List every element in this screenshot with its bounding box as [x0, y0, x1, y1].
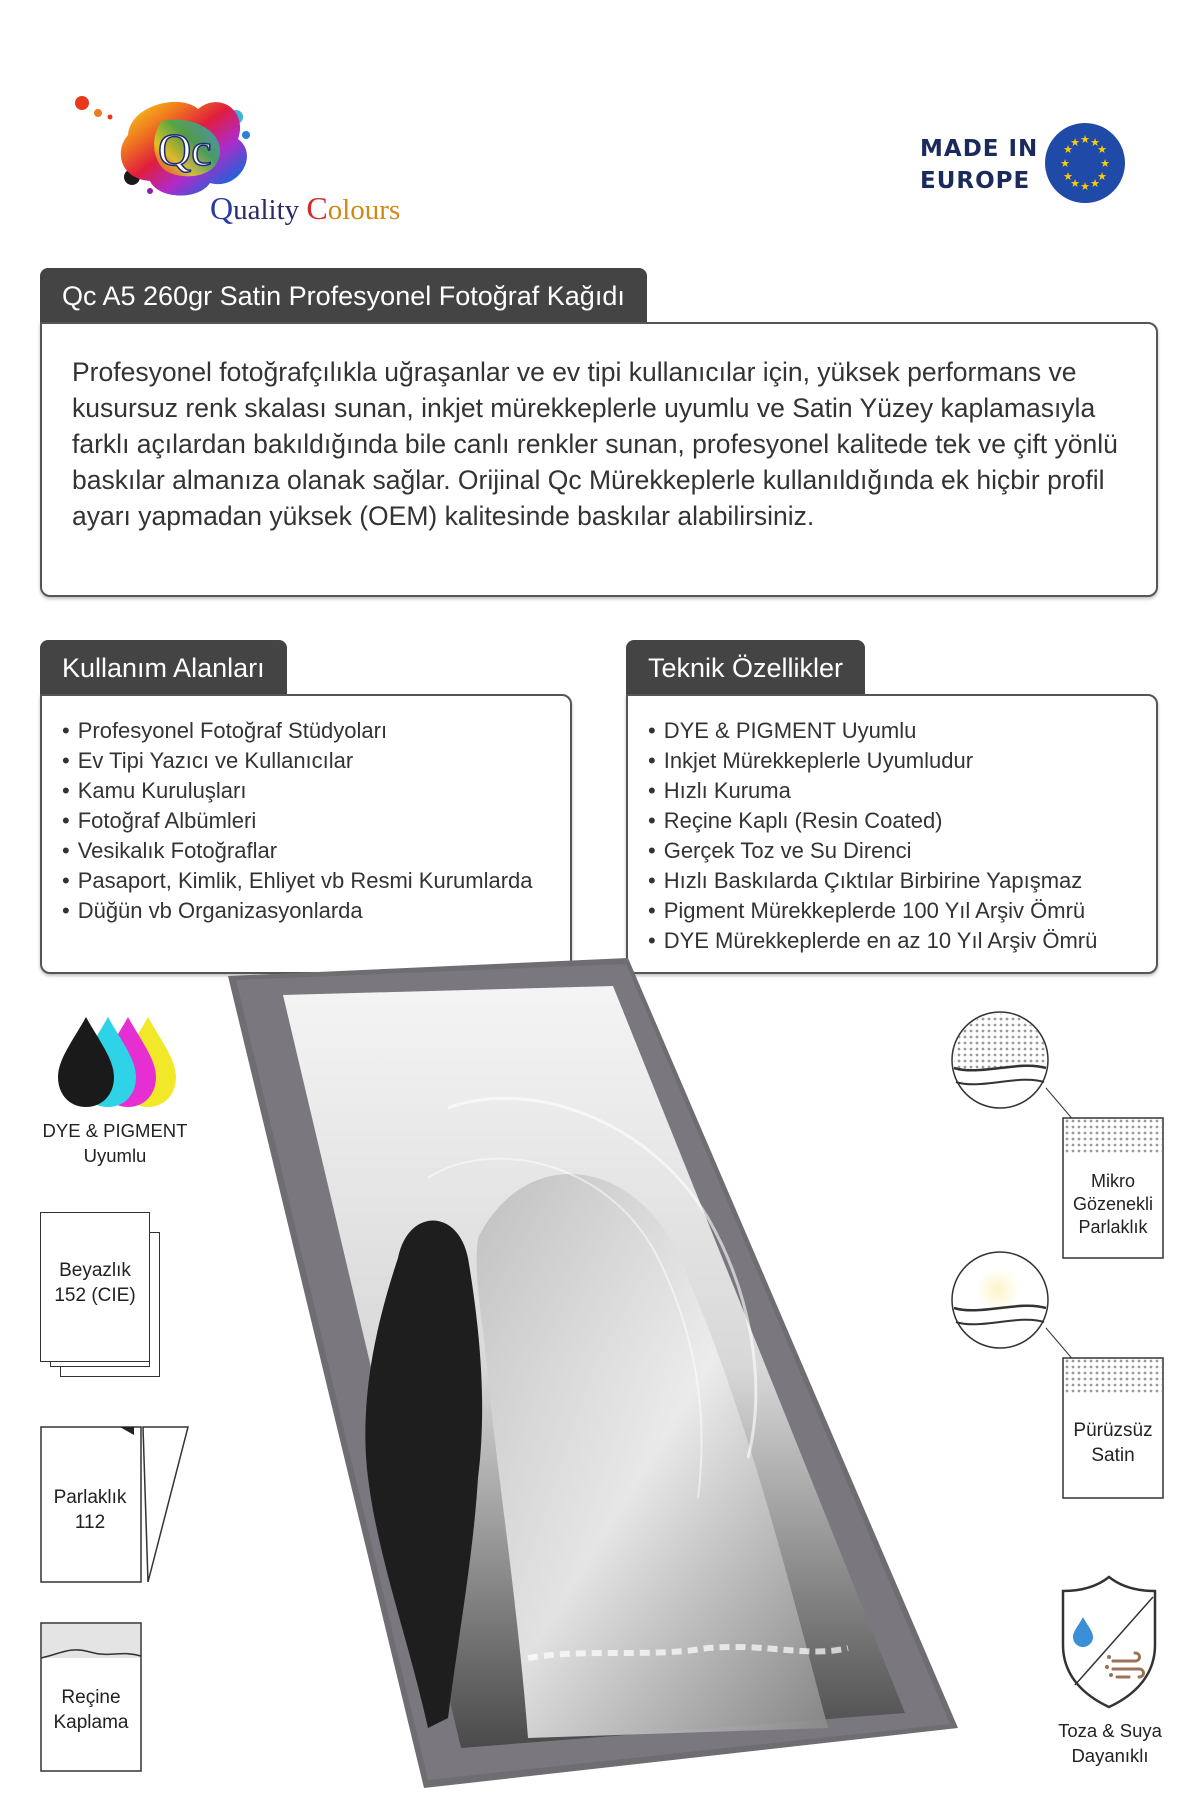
ink-compat-line1: DYE & PIGMENT — [42, 1120, 188, 1141]
made-in-europe-text — [920, 133, 1038, 197]
svg-text:★: ★ — [1080, 180, 1090, 193]
usage-item: • Profesyonel Fotoğraf Stüdyoları — [62, 716, 560, 746]
svg-text:★: ★ — [1070, 177, 1080, 190]
resist-line1: Toza & Suya — [1058, 1720, 1162, 1741]
svg-text:★: ★ — [1090, 136, 1100, 149]
resist-line2: Dayanıklı — [1071, 1745, 1149, 1766]
logo-mark: Qc — [158, 124, 212, 175]
micro-porous-label — [1063, 1170, 1163, 1239]
resistance-label — [1040, 1718, 1180, 1768]
made-in-europe-badge — [920, 123, 1125, 203]
usage-item: • Düğün vb Organizasyonlarda — [62, 896, 560, 926]
whiteness-line1: Beyazlık — [59, 1260, 131, 1281]
svg-text:★: ★ — [1100, 157, 1110, 170]
usage-panel — [40, 694, 572, 974]
product-title-tab — [40, 268, 647, 324]
photo-frame-illustration — [228, 958, 978, 1788]
resin-line1: Reçine — [61, 1687, 121, 1708]
logo-wordmark — [210, 190, 400, 227]
smooth-satin-label — [1063, 1418, 1163, 1468]
usage-item: • Pasaport, Kimlik, Ehliyet vb Resmi Kurumlarda — [62, 866, 560, 896]
gloss-label — [40, 1485, 140, 1535]
specs-list — [628, 696, 1156, 956]
description-panel — [40, 322, 1158, 597]
svg-text:★: ★ — [1060, 157, 1070, 170]
spec-item: • Pigment Mürekkeplerde 100 Yıl Arşiv Ömrü — [648, 896, 1146, 926]
framed-wedding-photo — [228, 958, 978, 1788]
micro-line3: Parlaklık — [1078, 1217, 1148, 1237]
made-in-label: MADE IN — [920, 136, 1039, 162]
resistance-shield-icon — [1055, 1575, 1163, 1710]
ink-drops-icon — [52, 1015, 182, 1110]
gloss-line2: 112 — [74, 1512, 106, 1533]
specs-tab — [626, 640, 865, 696]
resin-label — [40, 1685, 142, 1735]
logo-word-olours: olours — [327, 194, 401, 226]
spec-item: • Reçine Kaplı (Resin Coated) — [648, 806, 1146, 836]
eu-flag-icon — [1045, 123, 1125, 203]
satin-line2: Satin — [1091, 1445, 1135, 1466]
satin-line1: Pürüzsüz — [1073, 1420, 1153, 1441]
usage-tab — [40, 640, 287, 696]
usage-item: • Fotoğraf Albümleri — [62, 806, 560, 836]
spec-item: • DYE & PIGMENT Uyumlu — [648, 716, 1146, 746]
usage-item: • Kamu Kuruluşları — [62, 776, 560, 806]
logo-letter-c: C — [306, 190, 328, 226]
micro-line2: Gözenekli — [1072, 1194, 1154, 1214]
usage-list — [42, 696, 570, 926]
usage-title: Kullanım Alanları — [62, 653, 265, 683]
logo-letter-q: Q — [210, 190, 234, 226]
quality-colours-logo — [70, 95, 430, 235]
svg-text:★: ★ — [1063, 170, 1073, 183]
svg-text:★: ★ — [1097, 170, 1107, 183]
usage-item: • Vesikalık Fotoğraflar — [62, 836, 560, 866]
spec-item: • Inkjet Mürekkeplerle Uyumludur — [648, 746, 1146, 776]
ink-compat-label — [30, 1118, 200, 1168]
svg-text:★: ★ — [1063, 143, 1073, 156]
specs-title: Teknik Özellikler — [648, 653, 844, 683]
svg-text:★: ★ — [1090, 177, 1100, 190]
svg-text:★: ★ — [1080, 133, 1090, 146]
spec-item: • Hızlı Kuruma — [648, 776, 1146, 806]
spec-item: • DYE Mürekkeplerde en az 10 Yıl Arşiv Ömrü — [648, 926, 1146, 956]
spec-item: • Gerçek Toz ve Su Direnci — [648, 836, 1146, 866]
spec-item: • Hızlı Baskılarda Çıktılar Birbirine Yapışmaz — [648, 866, 1146, 896]
logo-word-uality: uality — [233, 194, 307, 226]
micro-line1: Mikro — [1091, 1171, 1135, 1191]
europe-label: EUROPE — [920, 168, 1031, 194]
svg-text:★: ★ — [1097, 143, 1107, 156]
product-title: Qc A5 260gr Satin Profesyonel Fotoğraf Kağıdı — [62, 281, 625, 311]
usage-item: • Ev Tipi Yazıcı ve Kullanıcılar — [62, 746, 560, 776]
specs-panel — [626, 694, 1158, 974]
whiteness-line2: 152 (CIE) — [54, 1285, 136, 1306]
svg-text:★: ★ — [1070, 136, 1080, 149]
gloss-line1: Parlaklık — [53, 1487, 127, 1508]
resin-line2: Kaplama — [53, 1712, 129, 1733]
ink-compat-line2: Uyumlu — [83, 1145, 147, 1166]
whiteness-label — [40, 1258, 150, 1308]
product-description: Profesyonel fotoğrafçılıkla uğraşanlar ve ev tipi kullanıcılar için, yüksek performans ve kusursuz renk skalası sunan, inkjet mürekkeplerle uyumlu ve Satin Yüzey kaplamasıyla farklı açılardan bakıldığında bile canlı renkler sunan, profesyonel kalitede tek ve çift yönlü baskılar almanıza olanak sağlar. Orijinal Qc Mürekkeplerle kullanıldığında ek hiçbir profil ayarı yapmadan yüksek (OEM) kalitesinde baskılar alabilirsiniz. — [72, 357, 1118, 531]
